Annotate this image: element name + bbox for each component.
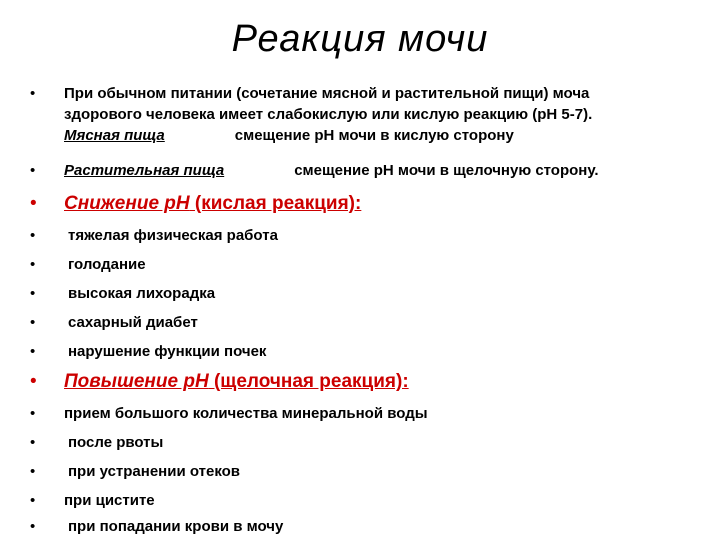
bullet-dot: • <box>30 463 36 480</box>
bullet-dot: • <box>30 193 37 214</box>
bullet-dot: • <box>30 371 37 392</box>
bullet-dot: • <box>30 85 36 102</box>
list-item-text: после рвоты <box>68 434 164 451</box>
plant-food-label: Растительная пища <box>64 162 225 179</box>
meat-food-text: смещение рН мочи в кислую сторону <box>234 127 514 144</box>
bullet-dot: • <box>30 227 36 244</box>
list-item-text: при попадании крови в мочу <box>68 518 284 535</box>
decrease-heading-rest: (кислая реакция): <box>189 193 362 214</box>
bullet-dot: • <box>30 405 36 422</box>
list-item-text: высокая лихорадка <box>68 285 216 302</box>
meat-food-label: Мясная пища <box>64 127 165 144</box>
bullet-dot: • <box>30 162 36 179</box>
decrease-heading-em: Снижение рН <box>64 193 190 214</box>
bullet-dot: • <box>30 518 36 535</box>
increase-heading-rest: (щелочная реакция): <box>208 371 409 392</box>
intro-line-2: здорового человека имеет слабокислую или кислую реакцию (рН 5-7). <box>64 106 593 123</box>
plant-food-text: смещение рН мочи в щелочную сторону. <box>294 162 599 179</box>
bullet-dot: • <box>30 492 36 509</box>
list-item-text: нарушение функции почек <box>68 343 267 360</box>
bullet-dot: • <box>30 434 36 451</box>
increase-heading-em: Повышение рН <box>64 371 209 392</box>
list-item-text: при цистите <box>64 492 155 509</box>
bullet-dot: • <box>30 314 36 331</box>
list-item-text: сахарный диабет <box>68 314 198 331</box>
bullet-dot: • <box>30 285 36 302</box>
bullet-dot: • <box>30 343 36 360</box>
list-item-text: тяжелая физическая работа <box>68 227 278 244</box>
list-item-text: прием большого количества минеральной воды <box>64 405 428 422</box>
intro-line-4 <box>64 161 599 181</box>
list-item-text: голодание <box>68 256 146 273</box>
intro-line-3 <box>64 126 514 146</box>
slide-title: Реакция мочи <box>231 18 489 60</box>
intro-line-1: При обычном питании (сочетание мясной и растительной пищи) моча <box>64 85 590 102</box>
bullet-dot: • <box>30 256 36 273</box>
list-item-text: при устранении отеков <box>68 463 241 480</box>
